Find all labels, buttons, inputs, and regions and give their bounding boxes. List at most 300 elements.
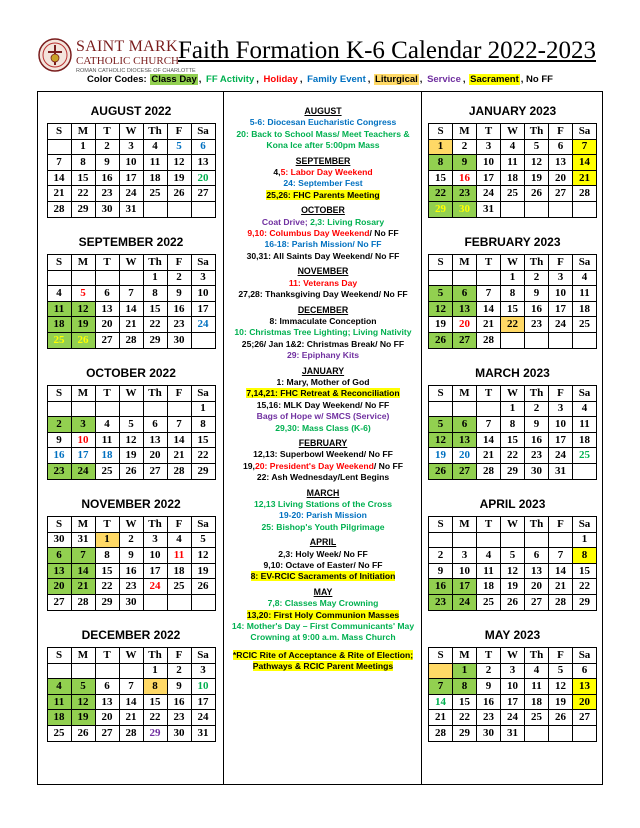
day-cell: 20 [47,579,71,595]
week-row [47,663,215,679]
day-cell: 5 [501,548,525,564]
week-row [429,532,597,548]
event-text: 16-18: Parish Mission/ No FF [264,239,382,250]
day-cell: 1 [453,663,477,679]
day-cell: 28 [47,201,71,217]
event-line [226,411,420,422]
event-line [226,217,420,228]
weekday-header: F [167,124,191,140]
day-cell: 29 [453,725,477,741]
day-cell: 12 [429,432,453,448]
day-cell: 13 [95,694,119,710]
legend-item: Class Day [151,74,197,85]
month-calendar [423,224,602,355]
month-title: JANUARY 2023 [468,104,557,118]
day-cell: 20 [95,710,119,726]
day-cell: 5 [71,679,95,695]
week-row [429,417,597,433]
day-cell: 12 [71,694,95,710]
day-cell: 23 [525,448,549,464]
week-row [47,579,215,595]
day-cell: 9 [95,155,119,171]
day-cell [47,663,71,679]
month-title: DECEMBER 2022 [81,628,181,642]
day-cell: 8 [501,417,525,433]
day-cell: 4 [573,401,597,417]
weekday-header: Th [143,386,167,402]
day-cell [119,401,143,417]
weekday-header: S [429,648,453,664]
day-cell: 12 [71,301,95,317]
day-cell: 8 [71,155,95,171]
day-cell: 22 [453,710,477,726]
day-cell: 5 [429,286,453,302]
weekday-header: W [119,124,143,140]
weekday-header: S [47,517,71,533]
weekday-header: Sa [573,386,597,402]
event-line [226,377,420,388]
day-cell: 9 [167,286,191,302]
day-cell [47,270,71,286]
weekday-header: M [71,255,95,271]
day-cell: 6 [143,417,167,433]
weekday-header: M [71,386,95,402]
event-line [226,129,420,140]
event-text: 12,13 Living Stations of the Cross [253,499,392,509]
day-cell: 22 [71,186,95,202]
day-cell: 20 [573,694,597,710]
day-cell: 20 [95,317,119,333]
day-cell: 3 [549,270,573,286]
day-cell: 31 [501,725,525,741]
day-cell: 28 [119,725,143,741]
day-cell [477,401,501,417]
weekday-header: T [477,255,501,271]
day-cell: 2 [119,532,143,548]
weekday-header: M [71,517,95,533]
day-cell: 23 [167,710,191,726]
day-cell: 8 [143,286,167,302]
event-text: 10: Christmas Tree Lighting; Living Nativity [234,327,412,338]
month-calendar [39,93,223,224]
day-cell: 9 [477,679,501,695]
event-month-heading: APRIL [309,537,337,548]
event-line [226,228,420,239]
week-row [47,679,215,695]
day-cell: 15 [71,170,95,186]
event-text: *RCIC Rite of Acceptance & Rite of Election; [232,649,414,660]
event-month-heading: MAY [313,586,333,597]
day-cell: 9 [525,286,549,302]
week-row [47,286,215,302]
day-cell: 6 [549,139,573,155]
left-months-column [39,93,223,748]
day-cell: 8 [429,155,453,171]
day-cell: 5 [525,139,549,155]
day-cell: 11 [477,563,501,579]
day-cell: 7 [167,417,191,433]
day-cell: 29 [501,463,525,479]
day-cell: 27 [549,186,573,202]
weekday-header: Th [525,648,549,664]
weekday-header: T [95,386,119,402]
day-cell: 23 [95,186,119,202]
day-cell: 2 [453,139,477,155]
day-cell: 13 [525,563,549,579]
day-cell: 15 [429,170,453,186]
day-cell: 19 [525,170,549,186]
day-cell: 9 [119,548,143,564]
event-text: 20: Back to School Mass/ Meet Teachers & [236,128,410,139]
event-line [226,400,420,411]
day-cell: 7 [477,417,501,433]
day-cell: 22 [95,579,119,595]
day-cell: 2 [525,401,549,417]
day-cell [549,532,573,548]
event-text: 19-20: Parish Mission [279,510,367,521]
event-text: 13,20: First Holy Communion Masses [246,609,400,620]
day-cell: 31 [477,201,501,217]
day-cell: 4 [47,286,71,302]
day-cell: 23 [47,463,71,479]
day-cell: 6 [573,663,597,679]
weekday-header: S [429,386,453,402]
day-cell: 23 [119,579,143,595]
day-cell: 22 [143,317,167,333]
weekday-header: Sa [191,517,215,533]
weekday-header: T [477,124,501,140]
day-cell: 17 [191,301,215,317]
week-row [47,201,215,217]
weekday-header: S [47,124,71,140]
day-cell: 4 [573,270,597,286]
day-cell: 23 [453,186,477,202]
page-header [0,0,640,98]
event-text: 29: Epiphany Kits [286,350,360,361]
event-text: 9,10: Columbus Day Weekend [247,228,370,239]
legend-item: , [299,74,306,85]
day-cell: 16 [167,301,191,317]
day-cell: 10 [477,155,501,171]
event-line [226,549,420,560]
color-legend [0,74,640,85]
day-cell: 13 [191,155,215,171]
day-cell: 12 [525,155,549,171]
event-text: 20: President's Day Weekend [254,460,374,471]
day-cell: 28 [549,594,573,610]
day-cell: 13 [47,563,71,579]
week-row [47,448,215,464]
event-month-heading: OCTOBER [301,205,345,216]
day-cell [429,401,453,417]
event-text: Pathways & RCIC Parent Meetings [252,661,394,672]
day-cell [71,401,95,417]
day-cell [167,594,191,610]
day-cell: 10 [191,286,215,302]
month-grid [428,123,597,218]
legend-item: , [462,74,469,85]
day-cell [95,663,119,679]
day-cell: 12 [119,432,143,448]
month-title: NOVEMBER 2022 [81,497,181,511]
event-text: 8: Immaculate Conception [269,315,377,326]
event-month-heading: FEBRUARY [298,437,348,448]
day-cell: 4 [501,139,525,155]
day-cell: 18 [167,563,191,579]
day-cell [47,401,71,417]
day-cell: 3 [501,663,525,679]
day-cell: 9 [429,563,453,579]
month-title: SEPTEMBER 2022 [78,235,184,249]
week-row [47,710,215,726]
weekday-header: W [119,255,143,271]
event-line [226,117,420,128]
event-text: 27,28: Thanksgiving Day Weekend/ No FF [238,289,408,300]
day-cell [573,463,597,479]
day-cell: 13 [143,432,167,448]
event-text: 25,26: FHC Parents Meeting [266,189,380,200]
day-cell: 15 [143,694,167,710]
day-cell: 22 [501,317,525,333]
day-cell: 27 [95,332,119,348]
weekday-header: T [477,386,501,402]
day-cell: 30 [167,332,191,348]
event-line [226,598,420,609]
day-cell: 30 [525,463,549,479]
event-month-heading: DECEMBER [297,304,349,315]
day-cell: 21 [119,317,143,333]
day-cell [501,532,525,548]
day-cell: 24 [71,463,95,479]
day-cell: 13 [549,155,573,171]
weekday-header: F [549,255,573,271]
day-cell: 3 [143,532,167,548]
day-cell: 14 [549,563,573,579]
day-cell: 18 [47,317,71,333]
weekday-header: F [549,386,573,402]
event-line [226,449,420,460]
event-text: 7,14,21: FHC Retreat & Reconciliation [246,388,400,399]
day-cell: 22 [501,448,525,464]
day-cell: 19 [549,694,573,710]
day-cell: 25 [143,186,167,202]
day-cell: 15 [453,694,477,710]
week-row [429,270,597,286]
day-cell: 19 [71,710,95,726]
day-cell [477,532,501,548]
day-cell: 30 [453,201,477,217]
day-cell: 26 [71,725,95,741]
day-cell [95,401,119,417]
weekday-header: M [71,124,95,140]
day-cell: 21 [549,579,573,595]
day-cell: 4 [47,679,71,695]
weekday-header: Sa [573,517,597,533]
day-cell: 18 [573,432,597,448]
month-grid [47,123,216,218]
legend-item: Holiday [263,74,298,85]
weekday-header: W [501,648,525,664]
church-logo-icon [38,38,72,72]
weekday-header: M [453,255,477,271]
day-cell: 16 [119,563,143,579]
day-cell: 6 [525,548,549,564]
day-cell [167,401,191,417]
day-cell: 11 [143,155,167,171]
day-cell [119,270,143,286]
day-cell: 17 [549,301,573,317]
day-cell: 9 [167,679,191,695]
event-text: 24: September Fest [283,178,363,189]
day-cell: 28 [477,332,501,348]
weekday-header: W [501,124,525,140]
day-cell: 27 [95,725,119,741]
day-cell: 7 [573,139,597,155]
weekday-header: T [95,517,119,533]
month-grid [428,647,597,742]
event-line [226,140,420,151]
day-cell [525,725,549,741]
weekday-header: M [453,386,477,402]
weekday-header: Th [525,386,549,402]
day-cell: 3 [119,139,143,155]
day-cell [525,332,549,348]
day-cell: 21 [47,186,71,202]
event-line [226,327,420,338]
event-text: / No FF [373,460,403,471]
day-cell: 10 [501,679,525,695]
weekday-header: F [549,517,573,533]
day-cell: 17 [477,170,501,186]
day-cell: 31 [191,725,215,741]
day-cell: 19 [501,579,525,595]
day-cell: 24 [143,579,167,595]
day-cell: 16 [429,579,453,595]
weekday-header: Sa [191,124,215,140]
day-cell: 26 [191,579,215,595]
event-text: 9,10: Octave of Easter/ No FF [263,560,383,571]
week-row [47,301,215,317]
month-calendar [39,224,223,355]
month-calendar [423,486,602,617]
event-line [226,190,420,201]
day-cell: 8 [143,679,167,695]
week-row [429,401,597,417]
day-cell [549,201,573,217]
right-months-column [423,93,602,748]
month-grid [428,254,597,349]
week-row [429,139,597,155]
day-cell: 7 [429,679,453,695]
weekday-header: S [47,648,71,664]
day-cell: 9 [525,417,549,433]
event-text: 2,3: Living Rosary [310,216,385,227]
week-row [429,301,597,317]
month-calendar [423,617,602,748]
event-text: Crowning at 9:00 a.m. Mass Church [250,632,396,643]
event-text: / No FF [369,228,399,239]
day-cell [525,201,549,217]
day-cell: 17 [119,170,143,186]
day-cell: 8 [573,548,597,564]
legend-item: Sacrament [470,74,519,85]
day-cell: 9 [453,155,477,171]
event-text: 25;26/ Jan 1&2: Christmas Break/ No FF [241,338,405,349]
day-cell: 21 [429,710,453,726]
day-cell: 1 [501,401,525,417]
day-cell [501,201,525,217]
day-cell: 31 [119,201,143,217]
day-cell: 17 [143,563,167,579]
day-cell: 20 [143,448,167,464]
weekday-header: Th [143,648,167,664]
day-cell: 18 [573,301,597,317]
event-text: 19, [243,460,255,471]
day-cell: 1 [71,139,95,155]
day-cell: 24 [501,710,525,726]
logo-text-line1: SAINT MARK [76,38,178,55]
week-row [47,139,215,155]
day-cell: 25 [477,594,501,610]
weekday-header: F [167,386,191,402]
event-text: 30,31: All Saints Day Weekend/ No FF [246,250,400,261]
day-cell [453,270,477,286]
weekday-header: Th [143,124,167,140]
day-cell: 1 [501,270,525,286]
legend-item: Color Codes: [87,74,150,85]
day-cell: 8 [95,548,119,564]
day-cell: 28 [167,463,191,479]
day-cell: 20 [525,579,549,595]
day-cell: 25 [47,332,71,348]
day-cell: 18 [143,170,167,186]
day-cell: 13 [453,432,477,448]
event-line [226,289,420,300]
legend-item: , [256,74,262,85]
day-cell: 7 [47,155,71,171]
day-cell: 25 [95,463,119,479]
day-cell: 6 [453,286,477,302]
day-cell: 20 [453,317,477,333]
day-cell: 1 [143,270,167,286]
weekday-header: M [453,124,477,140]
day-cell: 6 [47,548,71,564]
day-cell: 4 [95,417,119,433]
day-cell: 3 [477,139,501,155]
day-cell: 20 [453,448,477,464]
day-cell: 5 [119,417,143,433]
day-cell [47,139,71,155]
day-cell: 26 [429,463,453,479]
event-text: 5-6: Diocesan Eucharistic Congress [249,117,397,128]
day-cell [477,270,501,286]
event-text: 22: Ash Wednesday/Lent Begins [256,472,390,483]
day-cell [429,532,453,548]
day-cell [95,270,119,286]
event-line [226,316,420,327]
day-cell: 28 [573,186,597,202]
day-cell: 7 [119,679,143,695]
day-cell: 10 [191,679,215,695]
week-row [429,432,597,448]
day-cell: 24 [477,186,501,202]
day-cell: 16 [95,170,119,186]
column-divider-right [421,91,422,785]
day-cell: 15 [501,432,525,448]
day-cell: 1 [143,663,167,679]
day-cell: 25 [525,710,549,726]
event-line [226,621,420,632]
